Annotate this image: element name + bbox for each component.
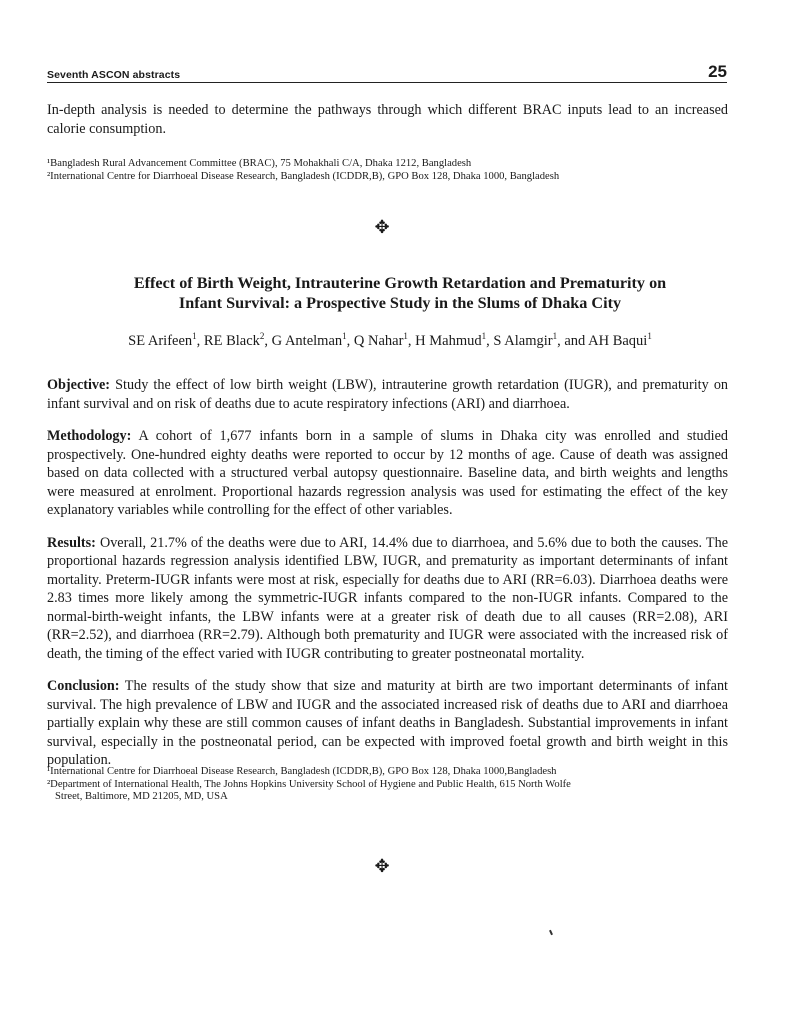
- author-affiliation-marker: 1: [552, 331, 558, 341]
- author-separator: ,: [407, 332, 416, 349]
- author-affiliation-marker: 1: [192, 331, 197, 341]
- page-number: 25: [708, 62, 727, 81]
- author-name: S Alamgir: [493, 332, 553, 349]
- author-separator: ,: [196, 332, 204, 349]
- abstract-section-results: [47, 534, 728, 664]
- abstract-title-line: Infant Survival: a Prospective Study in the Slums of Dhaka City: [178, 294, 622, 312]
- affiliation-note: ¹International Centre for Diarrhoeal Disease Research, Bangladesh (ICDDR,B), GPO Box 128, Dhaka 1000,Bangladesh: [47, 766, 557, 777]
- section-divider-ornament: ✥: [374, 856, 390, 877]
- author-name: H Mahmud: [415, 332, 482, 349]
- author-affiliation-marker: 1: [481, 331, 487, 341]
- author-name: Q Nahar: [353, 332, 404, 349]
- affiliation-note: Street, Baltimore, MD 21205, MD, USA: [55, 791, 228, 802]
- previous-abstract-affiliations: [47, 158, 728, 183]
- scan-speck: [549, 930, 553, 935]
- previous-abstract-text: In-depth analysis is needed to determine the pathways through which different BRAC inputs lead to an increased calorie consumption.: [47, 102, 728, 137]
- author-affiliation-marker: 1: [342, 331, 347, 341]
- author-name: AH Baqui: [588, 332, 648, 349]
- affiliation-note: ²Department of International Health, The Johns Hopkins University School of Hygiene and Public Health, 615 North Wolfe: [47, 778, 571, 790]
- author-separator: , and: [557, 332, 589, 349]
- section-label: Objective:: [47, 377, 111, 393]
- author-name: SE Arifeen: [128, 332, 193, 349]
- section-label: Results:: [47, 534, 96, 551]
- section-label: Methodology:: [47, 428, 132, 444]
- section-text: The results of the study show that size and maturity at birth are two important determinants of infant survival. The high prevalence of LBW and IUGR and the associated increased risk of deaths due to ARI and diarrhoea partially explain why these are still common causes of infant deaths in Bangladesh. Substantial improvements in infant survival, especially in the postneonatal period, can be expected with improved foetal growth and birth weight in this population.: [47, 678, 728, 768]
- section-text: Overall, 21.7% of the deaths were due to ARI, 14.4% due to diarrhoea, and 5.6% due to both the causes. The proportional hazards regression analysis identified LBW, IUGR, and prematurity as important determinants of infant mortality. Preterm-IUGR infants were most at risk, especially for deaths due to ARI (RR=6.03). Diarrhoea deaths were 2.83 times more likely among the symmetric-IUGR infants compared to the non-IUGR infants. Compared to the normal-birth-weight infants, the LBW infants were at a greater risk of death due to all causes (RR=2.08), ARI (RR=2.52), and diarrhoea (RR=2.79). Although both prematurity and IUGR were associated with the increased risk of death, the timing of the effect varied with IUGR contributing to greater postneonatal mortality.: [47, 534, 728, 662]
- author-separator: ,: [264, 332, 272, 349]
- author-affiliation-marker: 1: [403, 331, 408, 341]
- section-text: A cohort of 1,677 infants born in a sample of slums in Dhaka city was enrolled and studied prospectively. One-hundred eighty deaths were reported to occur by 12 months of age. Cause of death was assigned based on data collected with a structured verbal autopsy questionnaire. Baseline data, and birth weights and lengths were measured at enrolment. Proportional hazards regression analysis was used for estimating the effect of the key explanatory variables while controlling for the effect of other variables.: [47, 428, 729, 518]
- page-header: [47, 62, 727, 84]
- author-name: RE Black: [203, 332, 260, 349]
- abstract-section-conclusion: [47, 677, 728, 770]
- section-divider-ornament: ✥: [374, 217, 390, 238]
- running-title: Seventh ASCON abstracts: [47, 69, 181, 81]
- author-separator: ,: [486, 332, 494, 349]
- abstract-title: [80, 273, 720, 313]
- header-rule: [47, 82, 727, 83]
- section-label: Conclusion:: [47, 678, 120, 694]
- author-affiliation-marker: 1: [647, 331, 652, 341]
- author-name: G Antelman: [271, 332, 343, 349]
- author-affiliation-marker: 2: [259, 331, 265, 341]
- abstract-title-line: Effect of Birth Weight, Intrauterine Growth Retardation and Prematurity on: [133, 274, 667, 292]
- abstract-body: [47, 376, 728, 770]
- author-list: [60, 327, 720, 350]
- affiliation-note: ²International Centre for Diarrhoeal Disease Research, Bangladesh (ICDDR,B), GPO Box 128, Dhaka 1000, Bangladesh: [47, 170, 560, 182]
- previous-abstract-conclusion: [47, 101, 728, 138]
- section-text: Study the effect of low birth weight (LBW), intrauterine growth retardation (IUGR), and prematurity on infant survival and on risk of deaths due to acute respiratory infections (ARI) and diarrhoea.: [47, 377, 729, 412]
- affiliation-note: ¹Bangladesh Rural Advancement Committee (BRAC), 75 Mohakhali C/A, Dhaka 1212, Bangladesh: [47, 158, 472, 169]
- author-separator: ,: [346, 332, 354, 349]
- abstract-section-methodology: [47, 427, 728, 520]
- abstract-section-objective: [47, 376, 728, 413]
- abstract-affiliations: [47, 766, 728, 804]
